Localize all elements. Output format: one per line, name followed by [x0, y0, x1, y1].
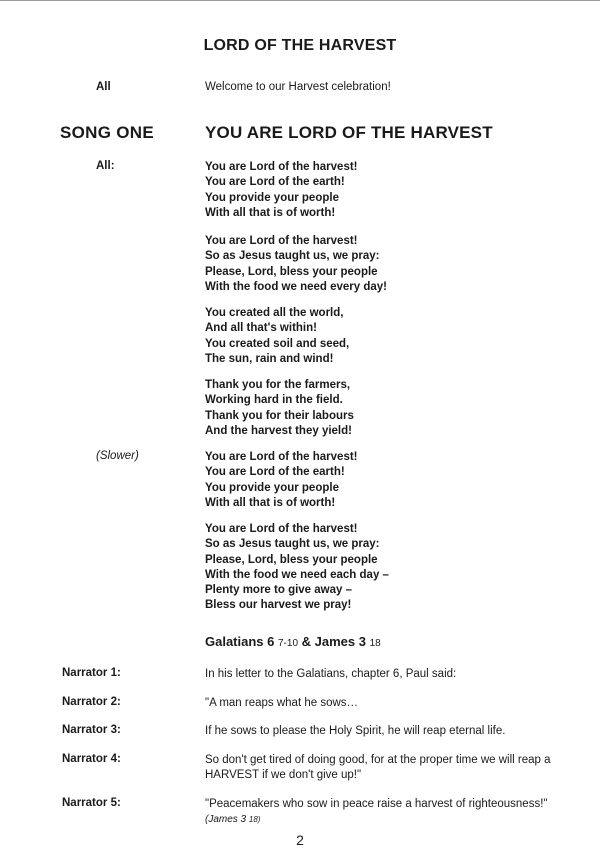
verse-line: You are Lord of the earth!	[205, 466, 345, 479]
narrator-4-role: Narrator 4:	[62, 753, 121, 765]
verse-line: You created all the world,	[205, 307, 344, 319]
verse-line: Please, Lord, bless your people	[205, 265, 378, 278]
verse-6	[205, 522, 389, 614]
verse-line: You are Lord of the earth!	[205, 176, 345, 189]
verse-line: You are Lord of the harvest!	[205, 235, 358, 247]
verse-line: And all that's within!	[205, 322, 317, 335]
verse-line: So as Jesus taught us, we pray:	[205, 538, 380, 551]
verse-line: The sun, rain and wind!	[205, 352, 334, 365]
page-number: 2	[296, 832, 304, 848]
slower-direction: (Slower)	[96, 450, 139, 462]
narrator-5-citation	[205, 812, 585, 827]
verse-line: With the food we need each day –	[205, 568, 389, 581]
verse-2	[205, 234, 387, 295]
verse-line: With all that is of worth!	[205, 206, 336, 219]
verse-line: And the harvest they yield!	[205, 424, 352, 437]
verse-line: You provide your people	[205, 481, 339, 494]
verse-line: You are Lord of the harvest!	[205, 161, 358, 173]
verse-line: Bless our harvest we pray!	[205, 599, 352, 612]
page-title: LORD OF THE HARVEST	[203, 37, 397, 54]
verse-line: Please, Lord, bless your people	[205, 553, 378, 566]
narrator-2-role: Narrator 2:	[62, 696, 121, 708]
narrator-5-role: Narrator 5:	[62, 797, 121, 809]
verse-line: With all that is of worth!	[205, 496, 336, 509]
verse-1	[205, 160, 358, 221]
narrator-5-text: "Peacemakers who sow in peace raise a harvest of righteousness!"	[205, 798, 548, 810]
verse-4	[205, 378, 354, 439]
verse-line: So as Jesus taught us, we pray:	[205, 250, 380, 263]
song-title: YOU ARE LORD OF THE HARVEST	[205, 123, 493, 142]
song-label: SONG ONE	[60, 123, 155, 142]
reading-ref-1: 7-10	[278, 638, 299, 649]
welcome-role: All	[96, 81, 111, 93]
top-rule	[0, 0, 600, 1]
narrator-3-role: Narrator 3:	[62, 724, 121, 736]
reading-book-1: Galatians 6	[205, 634, 275, 649]
verse-line: Thank you for the farmers,	[205, 379, 351, 391]
narrator-4-text: So don't get tired of doing good, for at the proper time we will reap a HARVEST if we don't give up!"	[205, 754, 551, 781]
narrator-1-text: In his letter to the Galatians, chapter 6, Paul said:	[205, 668, 457, 680]
verse-line: With the food we need every day!	[205, 280, 388, 293]
narrator-2-text: "A man reaps what he sows…	[205, 697, 359, 709]
narrator-1-role: Narrator 1:	[62, 667, 121, 679]
narrator-5-block	[205, 797, 585, 827]
citation-ref: 18)	[248, 815, 261, 824]
verse-line: You provide your people	[205, 191, 339, 204]
verse-3	[205, 306, 349, 367]
verse-line: You are Lord of the harvest!	[205, 451, 358, 463]
citation-book: (James 3	[205, 814, 247, 825]
verse-5	[205, 450, 358, 511]
verse-line: Working hard in the field.	[205, 394, 343, 407]
narrator-3-text: If he sows to please the Holy Spirit, he will reap eternal life.	[205, 725, 506, 737]
reading-book-2: James 3	[314, 634, 366, 649]
welcome-text: Welcome to our Harvest celebration!	[205, 81, 391, 93]
verse-line: You created soil and seed,	[205, 337, 350, 350]
verse-line: You are Lord of the harvest!	[205, 523, 358, 535]
reading-ref-2: 18	[369, 638, 381, 649]
readings-heading	[205, 634, 381, 649]
reading-amp: &	[301, 634, 312, 649]
song-all-label: All:	[96, 160, 115, 172]
verse-line: Thank you for their labours	[205, 409, 354, 422]
verse-line: Plenty more to give away –	[205, 584, 353, 597]
